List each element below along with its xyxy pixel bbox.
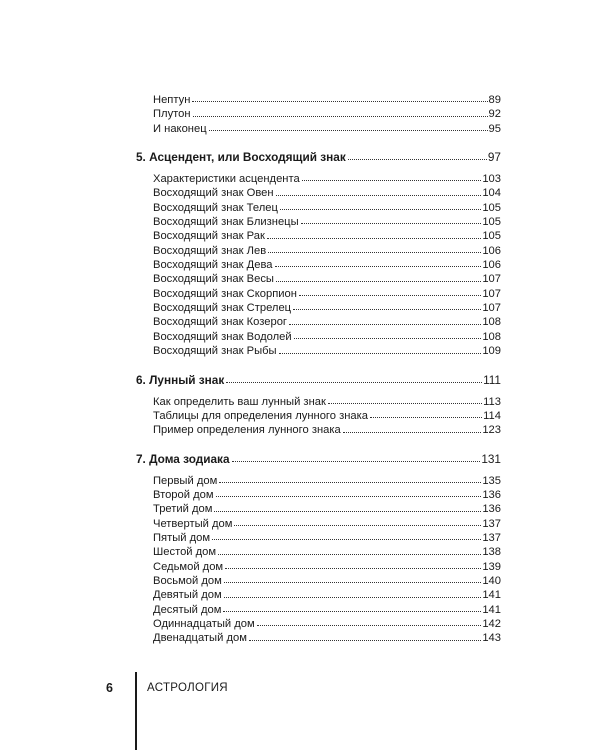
dot-leader [212, 539, 481, 540]
entry-title: Восходящий знак Лев [153, 244, 267, 257]
entry-page-number: 114 [483, 409, 501, 422]
entry-title: Восходящий знак Скорпион [153, 287, 297, 300]
dot-leader [276, 281, 481, 282]
entry-page-number: 105 [482, 216, 501, 229]
dot-leader [299, 295, 481, 296]
toc-entry [136, 215, 501, 229]
toc-entry [136, 287, 501, 301]
chapter-title: 5. Асцендент, или Восходящий знак [136, 150, 346, 165]
toc-entry [136, 617, 501, 631]
dot-leader [232, 461, 481, 462]
table-of-contents [136, 93, 501, 646]
entry-title: Восходящий знак Рыбы [153, 345, 277, 358]
toc-entry [136, 409, 501, 423]
dot-leader [293, 309, 481, 310]
dot-leader [343, 432, 482, 433]
chapter-title: 6. Лунный знак [136, 372, 225, 387]
entry-title: И наконец [153, 122, 207, 135]
toc-chapter-entry [136, 452, 501, 467]
entry-title: Характеристики асцендента [153, 173, 300, 186]
chapter-page-number: 97 [487, 150, 501, 165]
chapter-gap [136, 467, 501, 474]
toc-entry [136, 272, 501, 286]
toc-entry [136, 315, 501, 329]
entry-page-number: 141 [482, 589, 501, 602]
section-gap [136, 136, 501, 150]
entry-page-number: 141 [482, 603, 501, 616]
toc-entry [136, 560, 501, 574]
dot-leader [223, 611, 481, 612]
section-gap [136, 359, 501, 373]
dot-leader [193, 116, 488, 117]
entry-title: Восходящий знак Рак [153, 230, 265, 243]
chapter-title: 7. Дома зодиака [136, 451, 230, 466]
dot-leader [218, 554, 481, 555]
toc-entry [136, 229, 501, 243]
toc-entry [136, 258, 501, 272]
dot-leader [279, 353, 482, 354]
entry-page-number: 107 [482, 273, 501, 286]
entry-title: Плутон [153, 108, 191, 121]
entry-page-number: 137 [482, 517, 501, 530]
entry-title: Четвертый дом [153, 517, 233, 530]
entry-title: Второй дом [153, 488, 214, 501]
entry-title: Пятый дом [153, 531, 211, 544]
entry-page-number: 105 [482, 230, 501, 243]
entry-page-number: 136 [482, 488, 501, 501]
page-footer [0, 672, 600, 750]
toc-entry [136, 107, 501, 121]
dot-leader [216, 496, 482, 497]
entry-title: Одиннадцатый дом [153, 617, 255, 630]
toc-entry [136, 172, 501, 186]
entry-page-number: 140 [482, 574, 501, 587]
dot-leader [192, 101, 487, 102]
entry-title: Восходящий знак Козерог [153, 316, 288, 329]
page-number: 6 [106, 681, 113, 695]
toc-entry [136, 603, 501, 617]
toc-entry [136, 474, 501, 488]
entry-page-number: 105 [482, 201, 501, 214]
footer-divider [135, 672, 137, 750]
toc-entry [136, 344, 501, 358]
toc-entry [136, 531, 501, 545]
entry-title: Седьмой дом [153, 560, 224, 573]
dot-leader [219, 482, 481, 483]
toc-entry [136, 631, 501, 645]
toc-chapter-entry [136, 150, 501, 165]
entry-title: Как определить ваш лунный знак [153, 395, 326, 408]
entry-title: Нептун [153, 94, 191, 106]
toc-entry [136, 574, 501, 588]
chapter-page-number: 131 [481, 451, 501, 466]
toc-entry [136, 488, 501, 502]
toc-entry [136, 502, 501, 516]
dot-leader [275, 266, 482, 267]
entry-title: Восходящий знак Телец [153, 201, 278, 214]
entry-title: Третий дом [153, 503, 213, 516]
entry-title: Двенадцатый дом [153, 632, 247, 645]
toc-entry [136, 244, 501, 258]
entry-page-number: 113 [483, 395, 501, 408]
entry-title: Пример определения лунного знака [153, 424, 341, 437]
toc-entry [136, 395, 501, 409]
toc-entry [136, 423, 501, 437]
entry-page-number: 89 [488, 94, 501, 106]
entry-title: Восходящий знак Стрелец [153, 302, 292, 315]
entry-page-number: 136 [482, 503, 501, 516]
entry-page-number: 138 [482, 546, 501, 559]
dot-leader [289, 324, 481, 325]
dot-leader [225, 568, 481, 569]
dot-leader [226, 382, 482, 383]
toc-entry [136, 201, 501, 215]
entry-page-number: 108 [482, 330, 501, 343]
entry-title: Десятый дом [153, 603, 222, 616]
entry-page-number: 142 [482, 617, 501, 630]
dot-leader [249, 640, 481, 641]
entry-page-number: 92 [488, 108, 501, 121]
toc-entry [136, 186, 501, 200]
entry-page-number: 108 [482, 316, 501, 329]
entry-page-number: 143 [482, 632, 501, 645]
entry-title: Таблицы для определения лунного знака [153, 409, 368, 422]
toc-entry [136, 301, 501, 315]
entry-title: Девятый дом [153, 589, 222, 602]
entry-title: Восходящий знак Близнецы [153, 216, 299, 229]
entry-page-number: 137 [482, 531, 501, 544]
toc-entry [136, 545, 501, 559]
dot-leader [257, 625, 482, 626]
toc-entry [136, 517, 501, 531]
entry-title: Первый дом [153, 474, 218, 487]
entry-page-number: 104 [482, 187, 501, 200]
entry-title: Восьмой дом [153, 574, 222, 587]
dot-leader [209, 130, 488, 131]
toc-entry [136, 330, 501, 344]
entry-title: Восходящий знак Дева [153, 259, 273, 272]
dot-leader [348, 159, 487, 160]
dot-leader [328, 403, 482, 404]
entry-page-number: 95 [488, 122, 501, 135]
entry-page-number: 139 [482, 560, 501, 573]
entry-page-number: 106 [482, 244, 501, 257]
entry-page-number: 106 [482, 259, 501, 272]
entry-title: Шестой дом [153, 546, 217, 559]
dot-leader [224, 597, 482, 598]
entry-title: Восходящий знак Водолей [153, 330, 292, 343]
section-gap [136, 438, 501, 452]
entry-page-number: 135 [482, 474, 501, 487]
toc-entry [136, 122, 501, 136]
running-head: АСТРОЛОГИЯ [147, 682, 228, 694]
chapter-page-number: 111 [483, 372, 501, 387]
toc-entry [136, 588, 501, 602]
entry-title: Восходящий знак Овен [153, 187, 274, 200]
entry-page-number: 107 [482, 287, 501, 300]
dot-leader [280, 209, 481, 210]
dot-leader [294, 338, 482, 339]
dot-leader [302, 180, 482, 181]
entry-page-number: 109 [482, 345, 501, 358]
dot-leader [267, 238, 481, 239]
entry-page-number: 123 [482, 424, 501, 437]
chapter-gap [136, 165, 501, 172]
dot-leader [276, 195, 482, 196]
chapter-gap [136, 388, 501, 395]
entry-title: Восходящий знак Весы [153, 273, 274, 286]
dot-leader [370, 417, 482, 418]
toc-chapter-entry [136, 373, 501, 388]
entry-page-number: 107 [482, 302, 501, 315]
dot-leader [214, 511, 481, 512]
dot-leader [224, 582, 482, 583]
dot-leader [301, 223, 482, 224]
toc-entry [136, 93, 501, 107]
entry-page-number: 103 [482, 173, 501, 186]
dot-leader [268, 252, 481, 253]
dot-leader [234, 525, 481, 526]
